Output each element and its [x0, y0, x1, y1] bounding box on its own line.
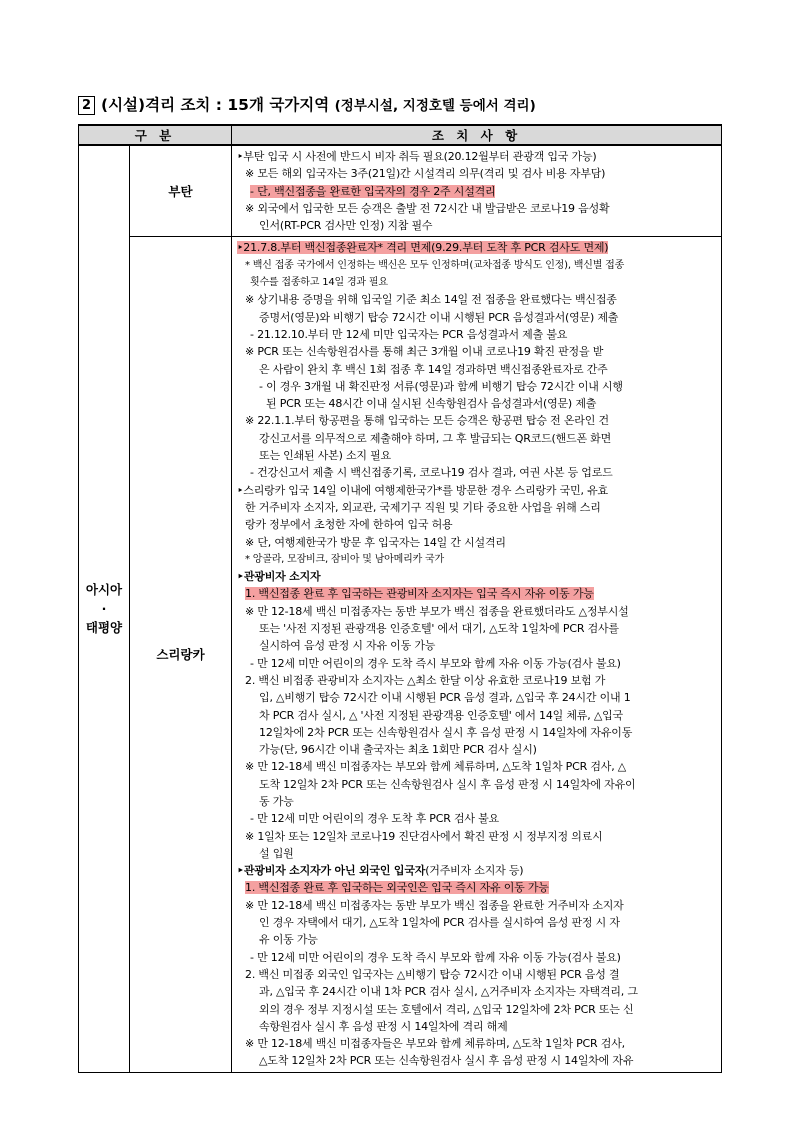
srilanka-line: * 앙골라, 모잠비크, 잠비아 및 남아메리카 국가: [245, 553, 444, 565]
srilanka-line: 한 거주비자 소지자, 외교관, 국제기구 직원 및 기타 중요한 사업을 위해 스리: [245, 500, 601, 514]
srilanka-line: 12일차에 2차 PCR 또는 신속항원검사 실시 후 음성 판정 시 14일차에 자유이동: [259, 725, 633, 739]
table-header-row: [79, 125, 722, 145]
section-title-main: (시설)격리 조치 : 15개 국가지역: [101, 96, 330, 114]
srilanka-line: 유 이동 가능: [259, 933, 318, 947]
srilanka-line: 설 입원: [259, 846, 294, 860]
srilanka-line-highlight: 1. 백신접종 완료 후 입국하는 관광비자 소지자는 입국 즉시 자유 이동 가능: [245, 587, 594, 601]
srilanka-line: 횟수를 접종하고 14일 경과 필요: [250, 277, 388, 289]
section-title-sub: (정부시설, 지정호텔 등에서 격리): [334, 98, 536, 114]
srilanka-line: 은 사람이 완치 후 백신 1회 접종 후 14일 경과하면 백신접종완료자로 간주: [259, 362, 608, 376]
srilanka-line: 차 PCR 검사 실시, △ '사전 지정된 관광객용 인증호텔' 에서 14일 체류, △입국: [259, 708, 623, 722]
srilanka-line: 가능(단, 96시간 이내 출국자는 최초 1회만 PCR 검사 실시): [259, 743, 537, 757]
srilanka-line: - 만 12세 미만 어린이의 경우 도착 즉시 부모와 함께 자유 이동 가능(검사 불요): [250, 950, 621, 964]
section-title: [78, 93, 536, 115]
srilanka-line: - 건강신고서 제출 시 백신접종기록, 코로나19 검사 결과, 여권 사본 등 업로드: [250, 466, 613, 480]
bhutan-line: ※ 모든 해외 입국자는 3주(21일)간 시설격리 의무(격리 및 검사 비용 자부담): [245, 167, 606, 181]
srilanka-line: - 21.12.10.부터 만 12세 미만 입국자는 PCR 음성결과서 제출 불요: [250, 327, 568, 341]
srilanka-line: ‣스리랑카 입국 14일 이내에 여행제한국가*를 방문한 경우 스리랑카 국민, 유효: [237, 483, 608, 497]
srilanka-line: ※ 22.1.1.부터 항공편을 통해 입국하는 모든 승객은 항공편 탑승 전 온라인 건: [245, 414, 609, 428]
srilanka-line: ※ 만 12-18세 백신 미접종자는 동반 부모가 백신 접종을 완료했더라도 △정부시설: [245, 604, 629, 618]
srilanka-line: 2. 백신 비접종 관광비자 소지자는 △최소 한달 이상 유효한 코로나19 보험 가: [245, 673, 606, 687]
srilanka-subheading-note: (거주비자 소지자 등): [425, 864, 524, 878]
country-bhutan: 부탄: [130, 145, 232, 237]
srilanka-measures: [232, 237, 722, 1072]
srilanka-line-highlight: ‣21.7.8.부터 백신접종완료자* 격리 면제(9.29.부터 도착 후 PCR 검사도 면제): [237, 241, 609, 255]
srilanka-line: - 만 12세 미만 어린이의 경우 도착 즉시 부모와 함께 자유 이동 가능(검사 불요): [250, 656, 621, 670]
srilanka-line: 속항원검사 실시 후 음성 판정 시 14일차에 격리 해제: [259, 1019, 508, 1033]
measures-table: [78, 124, 722, 1073]
srilanka-line: 과, △입국 후 24시간 이내 1차 PCR 검사 실시, △거주비자 소지자는 자택격리, 그: [259, 985, 638, 999]
srilanka-line: 강신고서를 의무적으로 제출해야 하며, 그 후 발급되는 QR코드(핸드폰 화면: [259, 431, 612, 445]
srilanka-line: ※ 1일차 또는 12일차 코로나19 진단검사에서 확진 판정 시 정부지정 의료시: [245, 829, 603, 843]
srilanka-line: * 백신 접종 국가에서 인정하는 백신은 모두 인정하며(교차접종 방식도 인정), 백신별 접종: [245, 259, 625, 271]
srilanka-line-highlight: 1. 백신접종 완료 후 입국하는 외국인은 입국 즉시 자유 이동 가능: [245, 881, 549, 895]
srilanka-line: ※ 만 12-18세 백신 미접종자는 부모와 함께 체류하며, △도착 1일차 PCR 검사, △: [245, 760, 627, 774]
srilanka-line: 동 가능: [259, 794, 294, 808]
srilanka-line: 입, △비행기 탑승 72시간 이내 시행된 PCR 음성 결과, △입국 후 24시간 이내 1: [259, 691, 631, 705]
bhutan-line-highlight: - 단, 백신접종을 완료한 입국자의 경우 2주 시설격리: [250, 184, 496, 198]
bhutan-line: ‣부탄 입국 시 사전에 반드시 비자 취득 필요(20.12월부터 관광객 입국 가능): [237, 150, 597, 163]
srilanka-line: ※ 만 12-18세 백신 미접종자는 동반 부모가 백신 접종을 완료한 거주비자 소지자: [245, 898, 624, 912]
srilanka-line: ※ 만 12-18세 백신 미접종자들은 부모와 함께 체류하며, △도착 1일차 PCR 검사,: [245, 1037, 625, 1051]
header-measures: 조 치 사 항: [232, 125, 722, 145]
srilanka-line: ※ PCR 또는 신속항원검사를 통해 최근 3개월 이내 코로나19 확진 판정을 받: [245, 345, 604, 359]
region-line-1: 아시아: [85, 582, 123, 598]
section-number: 2: [78, 96, 95, 115]
country-srilanka: 스리랑카: [130, 237, 232, 1072]
srilanka-line: - 이 경우 3개월 내 확진판정 서류(영문)과 함께 비행기 탑승 72시간 이내 시행: [259, 379, 623, 393]
region-line-2: ·: [101, 601, 107, 617]
srilanka-line: 실시하여 음성 판정 시 자유 이동 가능: [259, 639, 436, 653]
srilanka-line: 또는 인쇄된 사본) 소지 필요: [259, 449, 391, 463]
srilanka-line: 2. 백신 미접종 외국인 입국자는 △비행기 탑승 72시간 이내 시행된 PCR 음성 결: [245, 967, 620, 981]
srilanka-line: ※ 단, 여행제한국가 방문 후 입국자는 14일 간 시설격리: [245, 535, 506, 549]
srilanka-subheading: ‣관광비자 소지자: [237, 570, 321, 584]
srilanka-line: 랑카 정부에서 초청한 자에 한하여 입국 허용: [245, 518, 453, 532]
srilanka-line: 또는 '사전 지정된 관광객용 인증호텔' 에서 대기, △도착 1일차에 PCR 검사를: [259, 622, 619, 636]
table-row-srilanka: [79, 237, 722, 1072]
bhutan-line: 인서(RT-PCR 검사만 인정) 지참 필수: [259, 219, 433, 233]
bhutan-line: ※ 외국에서 입국한 모든 승객은 출발 전 72시간 내 발급받은 코로나19 음성확: [245, 201, 610, 215]
srilanka-line: 인 경우 자택에서 대기, △도착 1일차에 PCR 검사를 실시하여 음성 판정 시 자: [259, 916, 620, 930]
srilanka-line: 외의 경우 정부 지정시설 또는 호텔에서 격리, △입국 12일차에 2차 PCR 또는 신: [259, 1002, 634, 1016]
srilanka-line: 된 PCR 또는 48시간 이내 실시된 신속항원검사 음성결과서(영문) 제출: [266, 397, 597, 411]
bhutan-measures: [232, 145, 722, 237]
region-line-3: 태평양: [85, 620, 123, 636]
region-cell: [79, 145, 130, 1072]
srilanka-line: △도착 12일차 2차 PCR 또는 신속항원검사 실시 후 음성 판정 시 14일차에 자유: [259, 1054, 634, 1068]
srilanka-subheading: ‣관광비자 소지자가 아닌 외국인 입국자: [237, 864, 426, 878]
table-row-bhutan: [79, 145, 722, 237]
srilanka-line: - 만 12세 미만 어린이의 경우 도착 후 PCR 검사 불요: [250, 812, 499, 826]
srilanka-line: 도착 12일차 2차 PCR 또는 신속항원검사 실시 후 음성 판정 시 14일차에 자유이: [259, 777, 636, 791]
header-category: 구 분: [79, 125, 232, 145]
srilanka-line: ※ 상기내용 증명을 위해 입국일 기준 최소 14일 전 접종을 완료했다는 백신접종: [245, 293, 617, 307]
srilanka-line: 증명서(영문)와 비행기 탑승 72시간 이내 시행된 PCR 음성결과서(영문) 제출: [259, 310, 619, 324]
